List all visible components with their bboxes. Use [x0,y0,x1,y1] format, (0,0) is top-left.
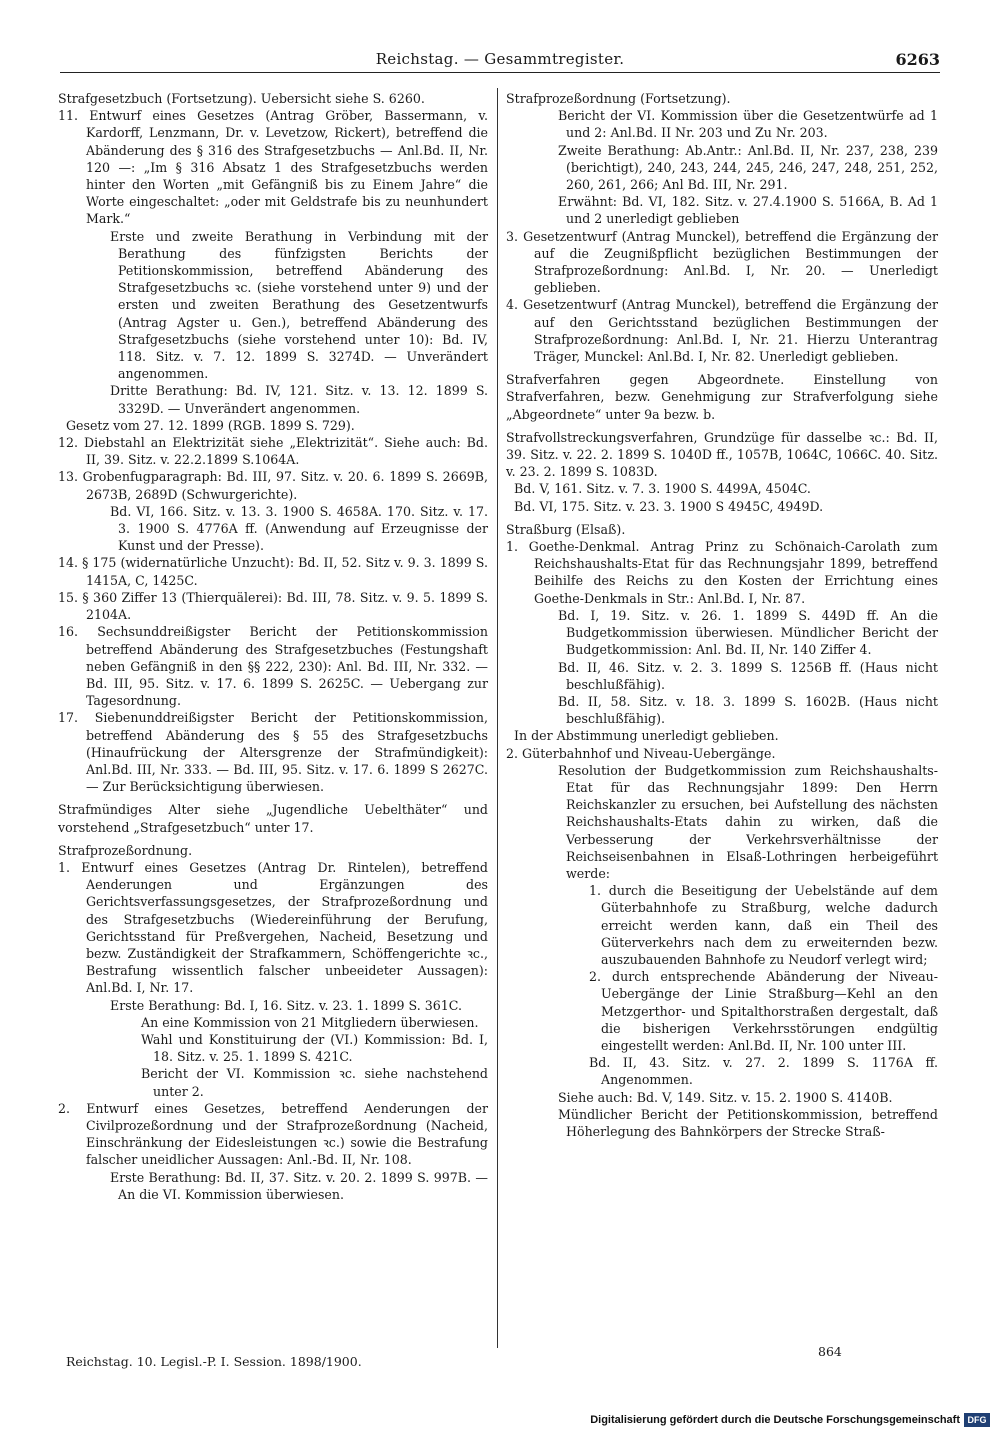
index-entry: Bd. VI, 166. Sitz. v. 13. 3. 1900 S. 4658A. 170. Sitz. v. 17. 3. 1900 S. 4776A ff. (Anwendung auf Erzeugnisse der Kunst und der Presse). [110,503,488,554]
sheet-number: 864 [818,1344,842,1359]
index-entry: Bericht der VI. Kommission über die Gesetzentwürfe ad 1 und 2: Anl.Bd. II Nr. 203 und Zu Nr. 203. [558,108,938,141]
digitization-text: Digitalisierung gefördert durch die Deutsche Forschungsgemeinschaft [590,1414,960,1426]
page-number: 6263 [895,50,940,69]
left-column [58,90,488,1203]
index-entry: Erste Berathung: Bd. I, 16. Sitz. v. 23. 1. 1899 S. 361C. [110,997,462,1013]
index-entry: 16. Sechsunddreißigster Bericht der Petitionskommission betreffend Abänderung des Strafgesetzbuches (Festungshaft neben Gefängniß in den §§ 222, 230): Anl. Bd. III, Nr. 332. — Bd. III, 95. Sitz. v. 17. 6. 1899 S. 2625C. — Uebergang zur Tagesordnung. [58,624,488,709]
index-entry: Mündlicher Bericht der Petitionskommission, betreffend Höherlegung des Bahnkörpers der Strecke Straß- [558,1106,938,1139]
index-entry: 1. Goethe-Denkmal. Antrag Prinz zu Schönaich-Carolath zum Reichshaushalts-Etat für das Rechnungsjahr 1899, betreffend Beihilfe des Reichs zu den Kosten der Errichtung eines Goethe-Denkmals in Str.: Anl.Bd. I, Nr. 87. [506,539,938,606]
index-entry: 2. Entwurf eines Gesetzes, betreffend Aenderungen der Civilprozeßordnung und der Strafprozeßordnung (Nacheid, Einschränkung der Eidesleistungen ꝛc.) sowie die Bestrafung falscher uneidlicher Aussagen: Anl.-Bd. II, Nr. 108. [58,1100,488,1168]
index-entry: Bd. II, 46. Sitz. v. 2. 3. 1899 S. 1256B ff. (Haus nicht beschlußfähig). [558,659,938,692]
index-entry: Gesetz vom 27. 12. 1899 (RGB. 1899 S. 729). [66,417,355,433]
index-entry: In der Abstimmung unerledigt geblieben. [514,728,779,744]
index-entry: Bd. VI, 175. Sitz. v. 23. 3. 1900 S 4945C, 4949D. [514,498,824,514]
index-entry: Erste und zweite Berathung in Verbindung mit der Berathung des fünfzigsten Berichts der Petitionskommission, betreffend Abänderung des Strafgesetzbuchs ꝛc. (siehe vorstehend unter 9) und der ersten und zweiten Berathung des Gesetzentwurfs (Antrag Agster u. Gen.), betreffend Abänderung des Strafgesetzbuchs (siehe vorstehend unter 10): Bd. IV, 118. Sitz. v. 7. 12. 1899 S. 3274D. — Unverändert angenommen. [110,228,488,382]
index-entry: 2. durch entsprechende Abänderung der Niveau-Uebergänge der Linie Straßburg—Kehl an den Metzgerthor- und Spitalthorstraßen dergestalt, daß die bisherigen Verkehrsstörungen endgültig eingestellt werden: Anl.Bd. II, Nr. 100 unter III. [589,969,938,1053]
index-entry: Strafprozeßordnung (Fortsetzung). [506,91,731,106]
index-entry: 13. Grobenfugparagraph: Bd. III, 97. Sitz. v. 20. 6. 1899 S. 2669B, 2673B, 2689D (Schwurgerichte). [58,469,488,502]
index-entry: 14. § 175 (widernatürliche Unzucht): Bd. II, 52. Sitz v. 9. 3. 1899 S. 1415A, C, 1425C. [58,555,488,588]
index-entry: 15. § 360 Ziffer 13 (Thierquälerei): Bd. III, 78. Sitz. v. 9. 5. 1899 S. 2104A. [58,589,488,623]
index-entry: 3. Gesetzentwurf (Antrag Munckel), betreffend die Ergänzung der auf die Zeugnißpflicht bezüglichen Bestimmungen der Strafprozeßordnung: Anl.Bd. I, Nr. 20. — Unerledigt geblieben. [506,228,938,296]
index-entry: Strafverfahren gegen Abgeordnete. Einstellung von Strafverfahren, bezw. Genehmigung zur Strafverfolgung siehe „Abgeordnete“ unter 9a bezw. b. [506,372,938,422]
index-entry: 17. Siebenunddreißigster Bericht der Petitionskommission, betreffend Abänderung des § 55 des Strafgesetzbuchs (Hinaufrückung der Altersgrenze der Strafmündigkeit): Anl.Bd. III, Nr. 333. — Bd. III, 95. Sitz. v. 17. 6. 1899 S 2627C. — Zur Berücksichtigung überwiesen. [58,710,488,795]
index-entry: Zweite Berathung: Ab.Antr.: Anl.Bd. II, Nr. 237, 238, 239 (berichtigt), 240, 243, 244, 245, 246, 247, 248, 251, 252, 260, 261, 266; Anl Bd. III, Nr. 291. [558,142,938,193]
index-entry: Erwähnt: Bd. VI, 182. Sitz. v. 27.4.1900 S. 5166A, B. Ad 1 und 2 unerledigt geblieben [558,194,938,227]
running-title: Reichstag. — Gesammtregister. [375,50,625,68]
index-entry: 1. durch die Beseitigung der Uebelstände auf dem Güterbahnhofe zu Straßburg, welche dadurch erreicht werden kann, daß ein Theil des Güterverkehrs nach dem zu erweiternden bezw. auszubauenden Bahnhofe zu Neudorf verlegt wird; [589,883,938,967]
index-entry: Erste Berathung: Bd. II, 37. Sitz. v. 20. 2. 1899 S. 997B. — An die VI. Kommission überwiesen. [110,1169,488,1202]
index-entry: Strafgesetzbuch (Fortsetzung). Uebersicht siehe S. 6260. [58,91,425,106]
footer-session: Reichstag. 10. Legisl.-P. I. Session. 1898/1900. [66,1354,362,1369]
page-header [60,50,940,73]
index-entry: 12. Diebstahl an Elektrizität siehe „Elektrizität“. Siehe auch: Bd. II, 39. Sitz. v. 22.2.1899 S.1064A. [58,435,488,468]
index-entry: An eine Kommission von 21 Mitgliedern überwiesen. [141,1014,479,1030]
index-entry: Bd. II, 58. Sitz. v. 18. 3. 1899 S. 1602B. (Haus nicht beschlußfähig). [558,693,938,727]
index-entry: Strafprozeßordnung. [58,842,193,858]
index-entry: 11. Entwurf eines Gesetzes (Antrag Gröber, Bassermann, v. Kardorff, Lenzmann, Dr. v. Levetzow, Rickert), betreffend die Abänderung des § 316 des Strafgesetzbuchs — Anl.Bd. II, Nr. 120 —: „Im § 316 Absatz 1 des Strafgesetzbuchs werden hinter den Worten „mit Gefängniß bis zu Einem Jahre“ die Worte eingeschaltet: „oder mit Geldstrafe bis zu neunhundert Mark.“ [58,108,488,227]
column-divider [497,88,498,1348]
index-entry: Siehe auch: Bd. V, 149. Sitz. v. 15. 2. 1900 S. 4140B. [558,1089,893,1105]
index-entry: Wahl und Konstituirung der (VI.) Kommission: Bd. I, 18. Sitz. v. 25. 1. 1899 S. 421C. [141,1031,488,1065]
index-entry: 1. Entwurf eines Gesetzes (Antrag Dr. Rintelen), betreffend Aenderungen und Ergänzungen des Gerichtsverfassungsgesetzes, der Strafprozeßordnung und des Strafgesetzbuchs (Wiedereinführung der Berufung, Gerichtsstand für Preßvergehen, Nacheid, Besetzung und bezw. Zuständigkeit der Strafkammern, Schöffengerichte ꝛc., Bestrafung wissentlich falscher unbeeideter Aussagen): Anl.Bd. I, Nr. 17. [58,859,488,996]
index-entry: Bd. I, 19. Sitz. v. 26. 1. 1899 S. 449D ff. An die Budgetkommission überwiesen. Mündlicher Bericht der Budgetkommission: Anl. Bd. II, Nr. 140 Ziffer 4. [558,607,938,658]
index-entry: Bd. V, 161. Sitz. v. 7. 3. 1900 S. 4499A, 4504C. [514,481,811,497]
index-entry: Dritte Berathung: Bd. IV, 121. Sitz. v. 13. 12. 1899 S. 3329D. — Unverändert angenommen. [110,383,488,416]
digitization-credit [590,1413,990,1427]
index-entry: Bd. II, 43. Sitz. v. 27. 2. 1899 S. 1176A ff. Angenommen. [589,1055,938,1088]
index-entry: Straßburg (Elsaß). [506,521,626,537]
index-entry: Strafmündiges Alter siehe „Jugendliche Uebelthäter“ und vorstehend „Strafgesetzbuch“ unter 17. [58,802,488,835]
index-entry: Resolution der Budgetkommission zum Reichshaushalts-Etat für das Rechnungsjahr 1899: Den Herrn Reichskanzler zu ersuchen, bei Aufstellung des nächsten Reichshaushalts-Etats dahin zu wirken, daß die Verbesserung der Verkehrsverhältnisse der Reichseisenbahnen in Elsaß-Lothringen herbeigeführt werde: [558,762,938,881]
index-entry: 2. Güterbahnhof und Niveau-Uebergänge. [506,745,776,761]
right-column [506,90,938,1140]
dfg-logo: DFG [964,1413,990,1427]
index-entry: 4. Gesetzentwurf (Antrag Munckel), betreffend die Ergänzung der auf den Gerichtsstand bezüglichen Bestimmungen der Strafprozeßordnung: Anl.Bd. I, Nr. 21. Hierzu Unterantrag Träger, Munckel: Anl.Bd. I, Nr. 82. Unerledigt geblieben. [506,297,938,365]
index-entry: Bericht der VI. Kommission ꝛc. siehe nachstehend unter 2. [141,1066,488,1099]
index-entry: Strafvollstreckungsverfahren, Grundzüge für dasselbe ꝛc.: Bd. II, 39. Sitz. v. 22. 2. 1899 S. 1040D ff., 1057B, 1064C, 1066C. 40. Sitz. v. 23. 2. 1899 S. 1083D. [506,429,938,480]
